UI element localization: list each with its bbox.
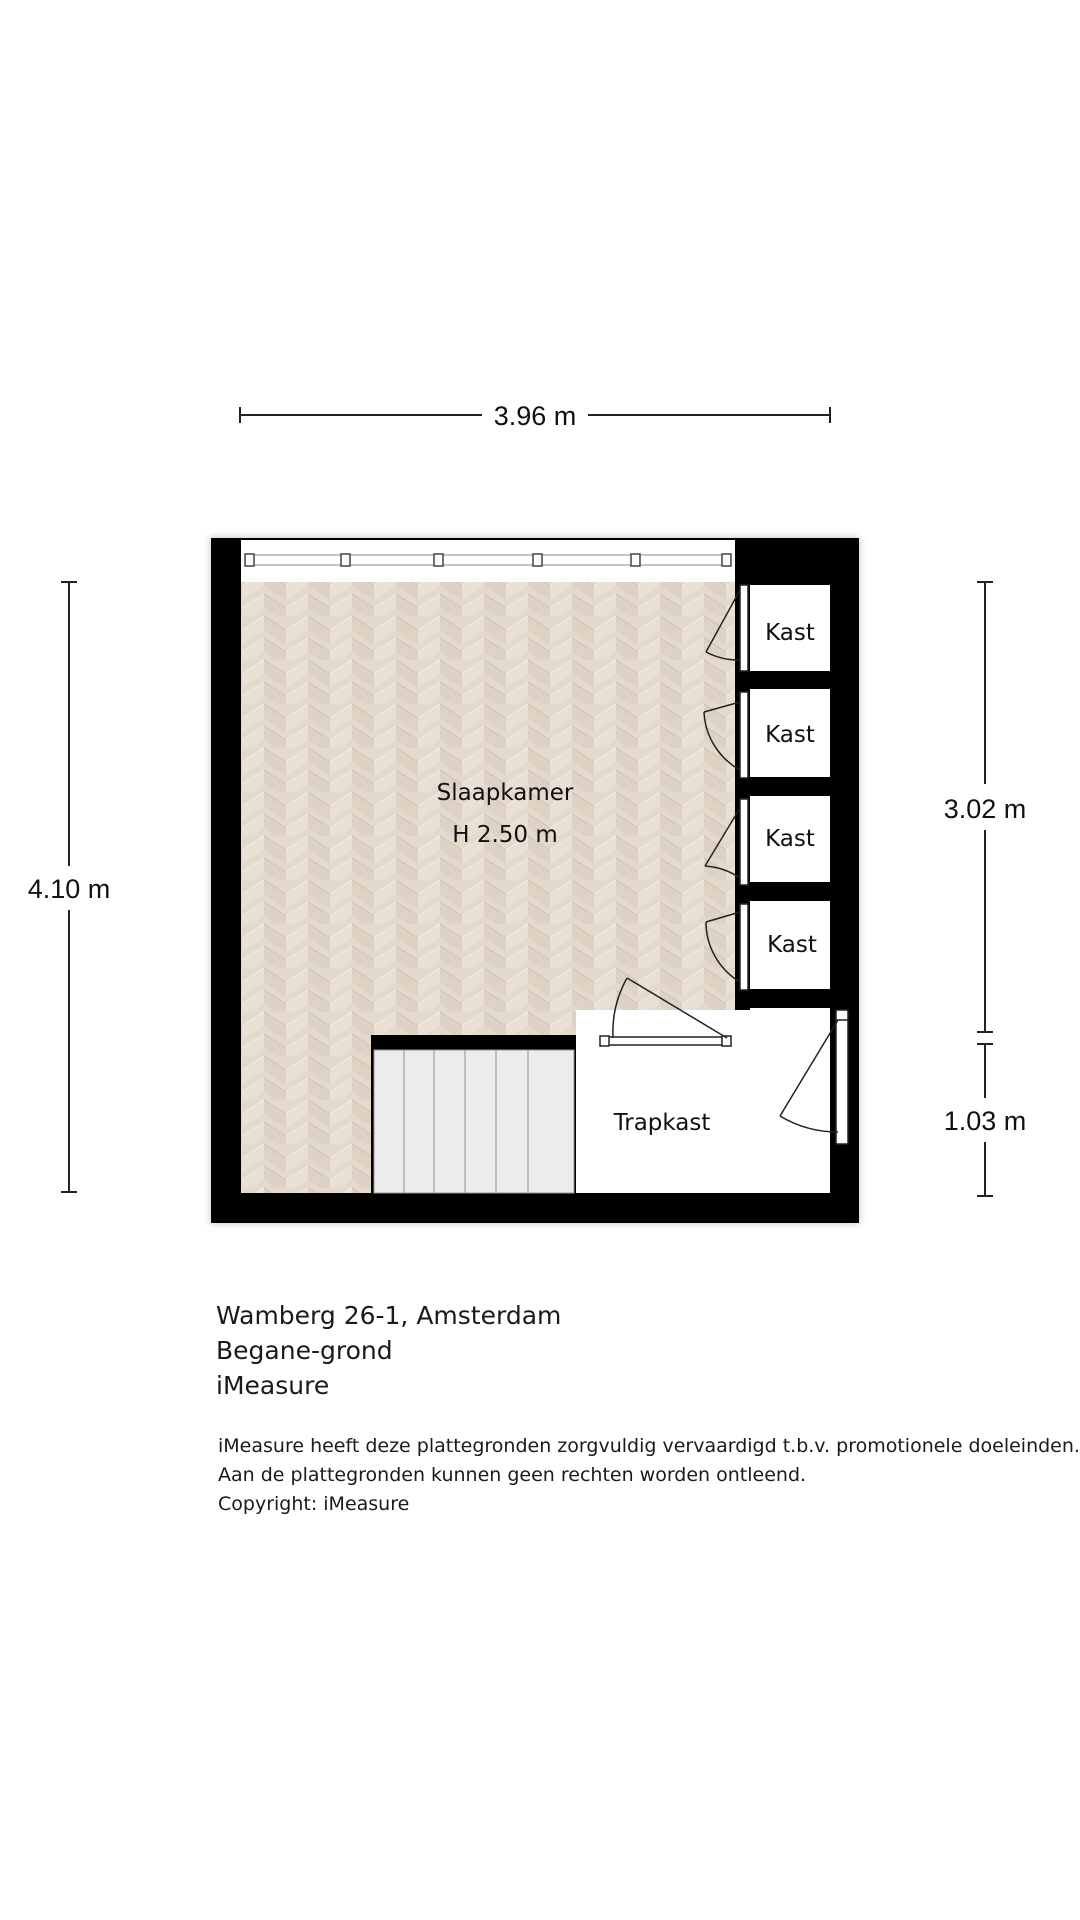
bedroom-height: H 2.50 m xyxy=(452,822,558,848)
dimension-left-label: 4.10 m xyxy=(27,874,111,904)
dimension-right-lower-label: 1.03 m xyxy=(943,1106,1027,1136)
closet-label-3: Kast xyxy=(765,826,815,852)
disclaimer-line-1: iMeasure heeft deze plattegronden zorgvuldig vervaardigd t.b.v. promotionele doeleinden. xyxy=(218,1435,1080,1457)
disclaimer xyxy=(218,1432,1080,1519)
stairs xyxy=(374,1050,574,1193)
dimension-right-upper-label: 3.02 m xyxy=(943,794,1027,824)
dimension-top-label: 3.96 m xyxy=(493,401,577,431)
address-text: Wamberg 26-1, Amsterdam xyxy=(216,1301,562,1330)
closet-label-1: Kast xyxy=(765,620,815,646)
window-top xyxy=(241,540,735,582)
dimension-right xyxy=(944,582,1027,1196)
closet-label-2: Kast xyxy=(765,722,815,748)
disclaimer-line-3: Copyright: iMeasure xyxy=(218,1493,410,1515)
floor-name-text: Begane-grond xyxy=(216,1336,393,1365)
dimension-top xyxy=(240,401,830,431)
bedroom-name: Slaapkamer xyxy=(436,780,574,806)
disclaimer-line-2: Aan de plattegronden kunnen geen rechten worden ontleend. xyxy=(218,1464,807,1486)
closet-label-4: Kast xyxy=(767,932,817,958)
stair-closet-label: Trapkast xyxy=(613,1110,711,1136)
property-info xyxy=(216,1298,561,1403)
company-text: iMeasure xyxy=(216,1371,330,1400)
dimension-left xyxy=(28,582,111,1192)
